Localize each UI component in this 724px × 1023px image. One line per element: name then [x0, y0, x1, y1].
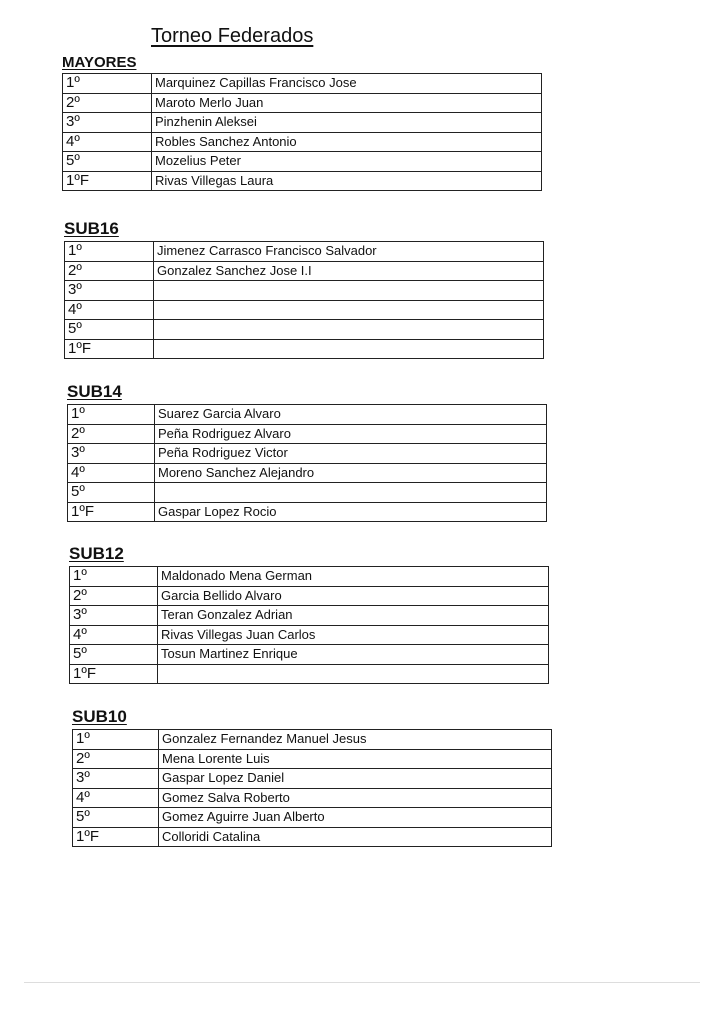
- table-row: [73, 788, 552, 808]
- results-table: [67, 404, 547, 522]
- place-cell: 5º: [73, 808, 159, 828]
- section-sub10: [72, 707, 552, 847]
- section-heading: SUB12: [69, 544, 124, 563]
- name-cell: Peña Rodriguez Alvaro: [155, 424, 547, 444]
- results-table: [62, 73, 542, 191]
- place-cell: 1ºF: [70, 664, 158, 684]
- table-row: [65, 281, 544, 301]
- table-row: [65, 300, 544, 320]
- table-row: [68, 444, 547, 464]
- name-cell: Maldonado Mena German: [158, 567, 549, 587]
- name-cell: Gonzalez Sanchez Jose I.I: [154, 261, 544, 281]
- results-table: [69, 566, 549, 684]
- name-cell: [155, 483, 547, 503]
- name-cell: Gaspar Lopez Rocio: [155, 502, 547, 522]
- place-cell: 1º: [70, 567, 158, 587]
- name-cell: Maroto Merlo Juan: [152, 93, 542, 113]
- name-cell: [154, 339, 544, 359]
- place-cell: 5º: [70, 645, 158, 665]
- place-cell: 3º: [70, 606, 158, 626]
- table-row: [68, 405, 547, 425]
- table-row: [70, 606, 549, 626]
- table-row: [63, 152, 542, 172]
- table-row: [65, 242, 544, 262]
- place-cell: 2º: [65, 261, 154, 281]
- name-cell: Teran Gonzalez Adrian: [158, 606, 549, 626]
- section-heading: SUB14: [67, 382, 122, 401]
- name-cell: [154, 281, 544, 301]
- name-cell: Mozelius Peter: [152, 152, 542, 172]
- name-cell: Colloridi Catalina: [159, 827, 552, 847]
- name-cell: Gonzalez Fernandez Manuel Jesus: [159, 730, 552, 750]
- table-row: [63, 74, 542, 94]
- name-cell: Pinzhenin Aleksei: [152, 113, 542, 133]
- place-cell: 2º: [70, 586, 158, 606]
- section-mayores: [62, 54, 542, 191]
- place-cell: 5º: [68, 483, 155, 503]
- section-sub12: [69, 544, 549, 684]
- place-cell: 1ºF: [63, 171, 152, 191]
- table-row: [63, 171, 542, 191]
- place-cell: 4º: [63, 132, 152, 152]
- name-cell: [154, 300, 544, 320]
- name-cell: Tosun Martinez Enrique: [158, 645, 549, 665]
- place-cell: 3º: [68, 444, 155, 464]
- section-heading: SUB10: [72, 707, 127, 726]
- table-row: [63, 93, 542, 113]
- name-cell: [154, 320, 544, 340]
- place-cell: 1ºF: [68, 502, 155, 522]
- name-cell: Rivas Villegas Juan Carlos: [158, 625, 549, 645]
- name-cell: Moreno Sanchez Alejandro: [155, 463, 547, 483]
- table-row: [65, 320, 544, 340]
- name-cell: Robles Sanchez Antonio: [152, 132, 542, 152]
- name-cell: Gomez Salva Roberto: [159, 788, 552, 808]
- name-cell: Gomez Aguirre Juan Alberto: [159, 808, 552, 828]
- place-cell: 3º: [65, 281, 154, 301]
- place-cell: 5º: [63, 152, 152, 172]
- place-cell: 4º: [65, 300, 154, 320]
- place-cell: 1º: [65, 242, 154, 262]
- table-row: [70, 645, 549, 665]
- results-table: [64, 241, 544, 359]
- table-row: [63, 132, 542, 152]
- section-heading: MAYORES: [62, 54, 137, 71]
- table-row: [65, 339, 544, 359]
- name-cell: Jimenez Carrasco Francisco Salvador: [154, 242, 544, 262]
- place-cell: 1º: [73, 730, 159, 750]
- table-row: [68, 483, 547, 503]
- place-cell: 2º: [73, 749, 159, 769]
- name-cell: Gaspar Lopez Daniel: [159, 769, 552, 789]
- table-row: [70, 567, 549, 587]
- place-cell: 2º: [68, 424, 155, 444]
- section-sub16: [64, 219, 544, 359]
- table-row: [68, 502, 547, 522]
- place-cell: 4º: [73, 788, 159, 808]
- table-row: [73, 749, 552, 769]
- table-row: [65, 261, 544, 281]
- place-cell: 4º: [70, 625, 158, 645]
- table-row: [73, 769, 552, 789]
- table-row: [70, 664, 549, 684]
- place-cell: 1º: [63, 74, 152, 94]
- table-row: [68, 463, 547, 483]
- name-cell: [158, 664, 549, 684]
- place-cell: 4º: [68, 463, 155, 483]
- page-edge-divider: [24, 982, 700, 983]
- section-heading: SUB16: [64, 219, 119, 238]
- place-cell: 5º: [65, 320, 154, 340]
- place-cell: 3º: [73, 769, 159, 789]
- results-table: [72, 729, 552, 847]
- section-sub14: [67, 382, 547, 522]
- name-cell: Garcia Bellido Alvaro: [158, 586, 549, 606]
- name-cell: Peña Rodriguez Victor: [155, 444, 547, 464]
- table-row: [63, 113, 542, 133]
- name-cell: Rivas Villegas Laura: [152, 171, 542, 191]
- table-row: [73, 827, 552, 847]
- table-row: [70, 586, 549, 606]
- table-row: [70, 625, 549, 645]
- place-cell: 1º: [68, 405, 155, 425]
- name-cell: Mena Lorente Luis: [159, 749, 552, 769]
- table-row: [73, 808, 552, 828]
- table-row: [73, 730, 552, 750]
- name-cell: Suarez Garcia Alvaro: [155, 405, 547, 425]
- place-cell: 2º: [63, 93, 152, 113]
- place-cell: 1ºF: [65, 339, 154, 359]
- page-title: Torneo Federados: [151, 25, 314, 47]
- table-row: [68, 424, 547, 444]
- place-cell: 3º: [63, 113, 152, 133]
- place-cell: 1ºF: [73, 827, 159, 847]
- name-cell: Marquinez Capillas Francisco Jose: [152, 74, 542, 94]
